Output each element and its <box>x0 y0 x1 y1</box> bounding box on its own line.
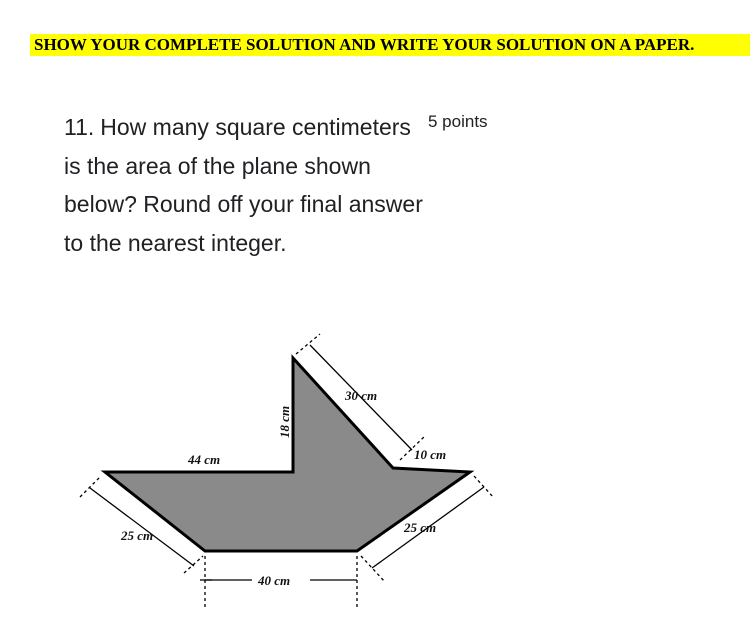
label-bottom: 40 cm <box>258 573 291 588</box>
question-number: 11. <box>64 114 95 140</box>
label-vertical: 18 cm <box>277 405 292 438</box>
question-text-block <box>64 108 424 262</box>
label-right-slant: 25 cm <box>404 520 437 535</box>
label-top-left: 44 cm <box>188 452 221 467</box>
instruction-banner: SHOW YOUR COMPLETE SOLUTION AND WRITE YOUR SOLUTION ON A PAPER. <box>30 34 750 56</box>
composite-shape-figure <box>0 320 520 630</box>
label-right-small: 10 cm <box>414 447 447 462</box>
label-top-slant: 30 cm <box>345 388 378 403</box>
points-label: 5 points <box>428 112 488 131</box>
question-prompt: How many square centimeters is the area of the plane shown below? Round off your final answer to the nearest integer. <box>64 114 423 256</box>
label-left-slant: 25 cm <box>121 528 154 543</box>
